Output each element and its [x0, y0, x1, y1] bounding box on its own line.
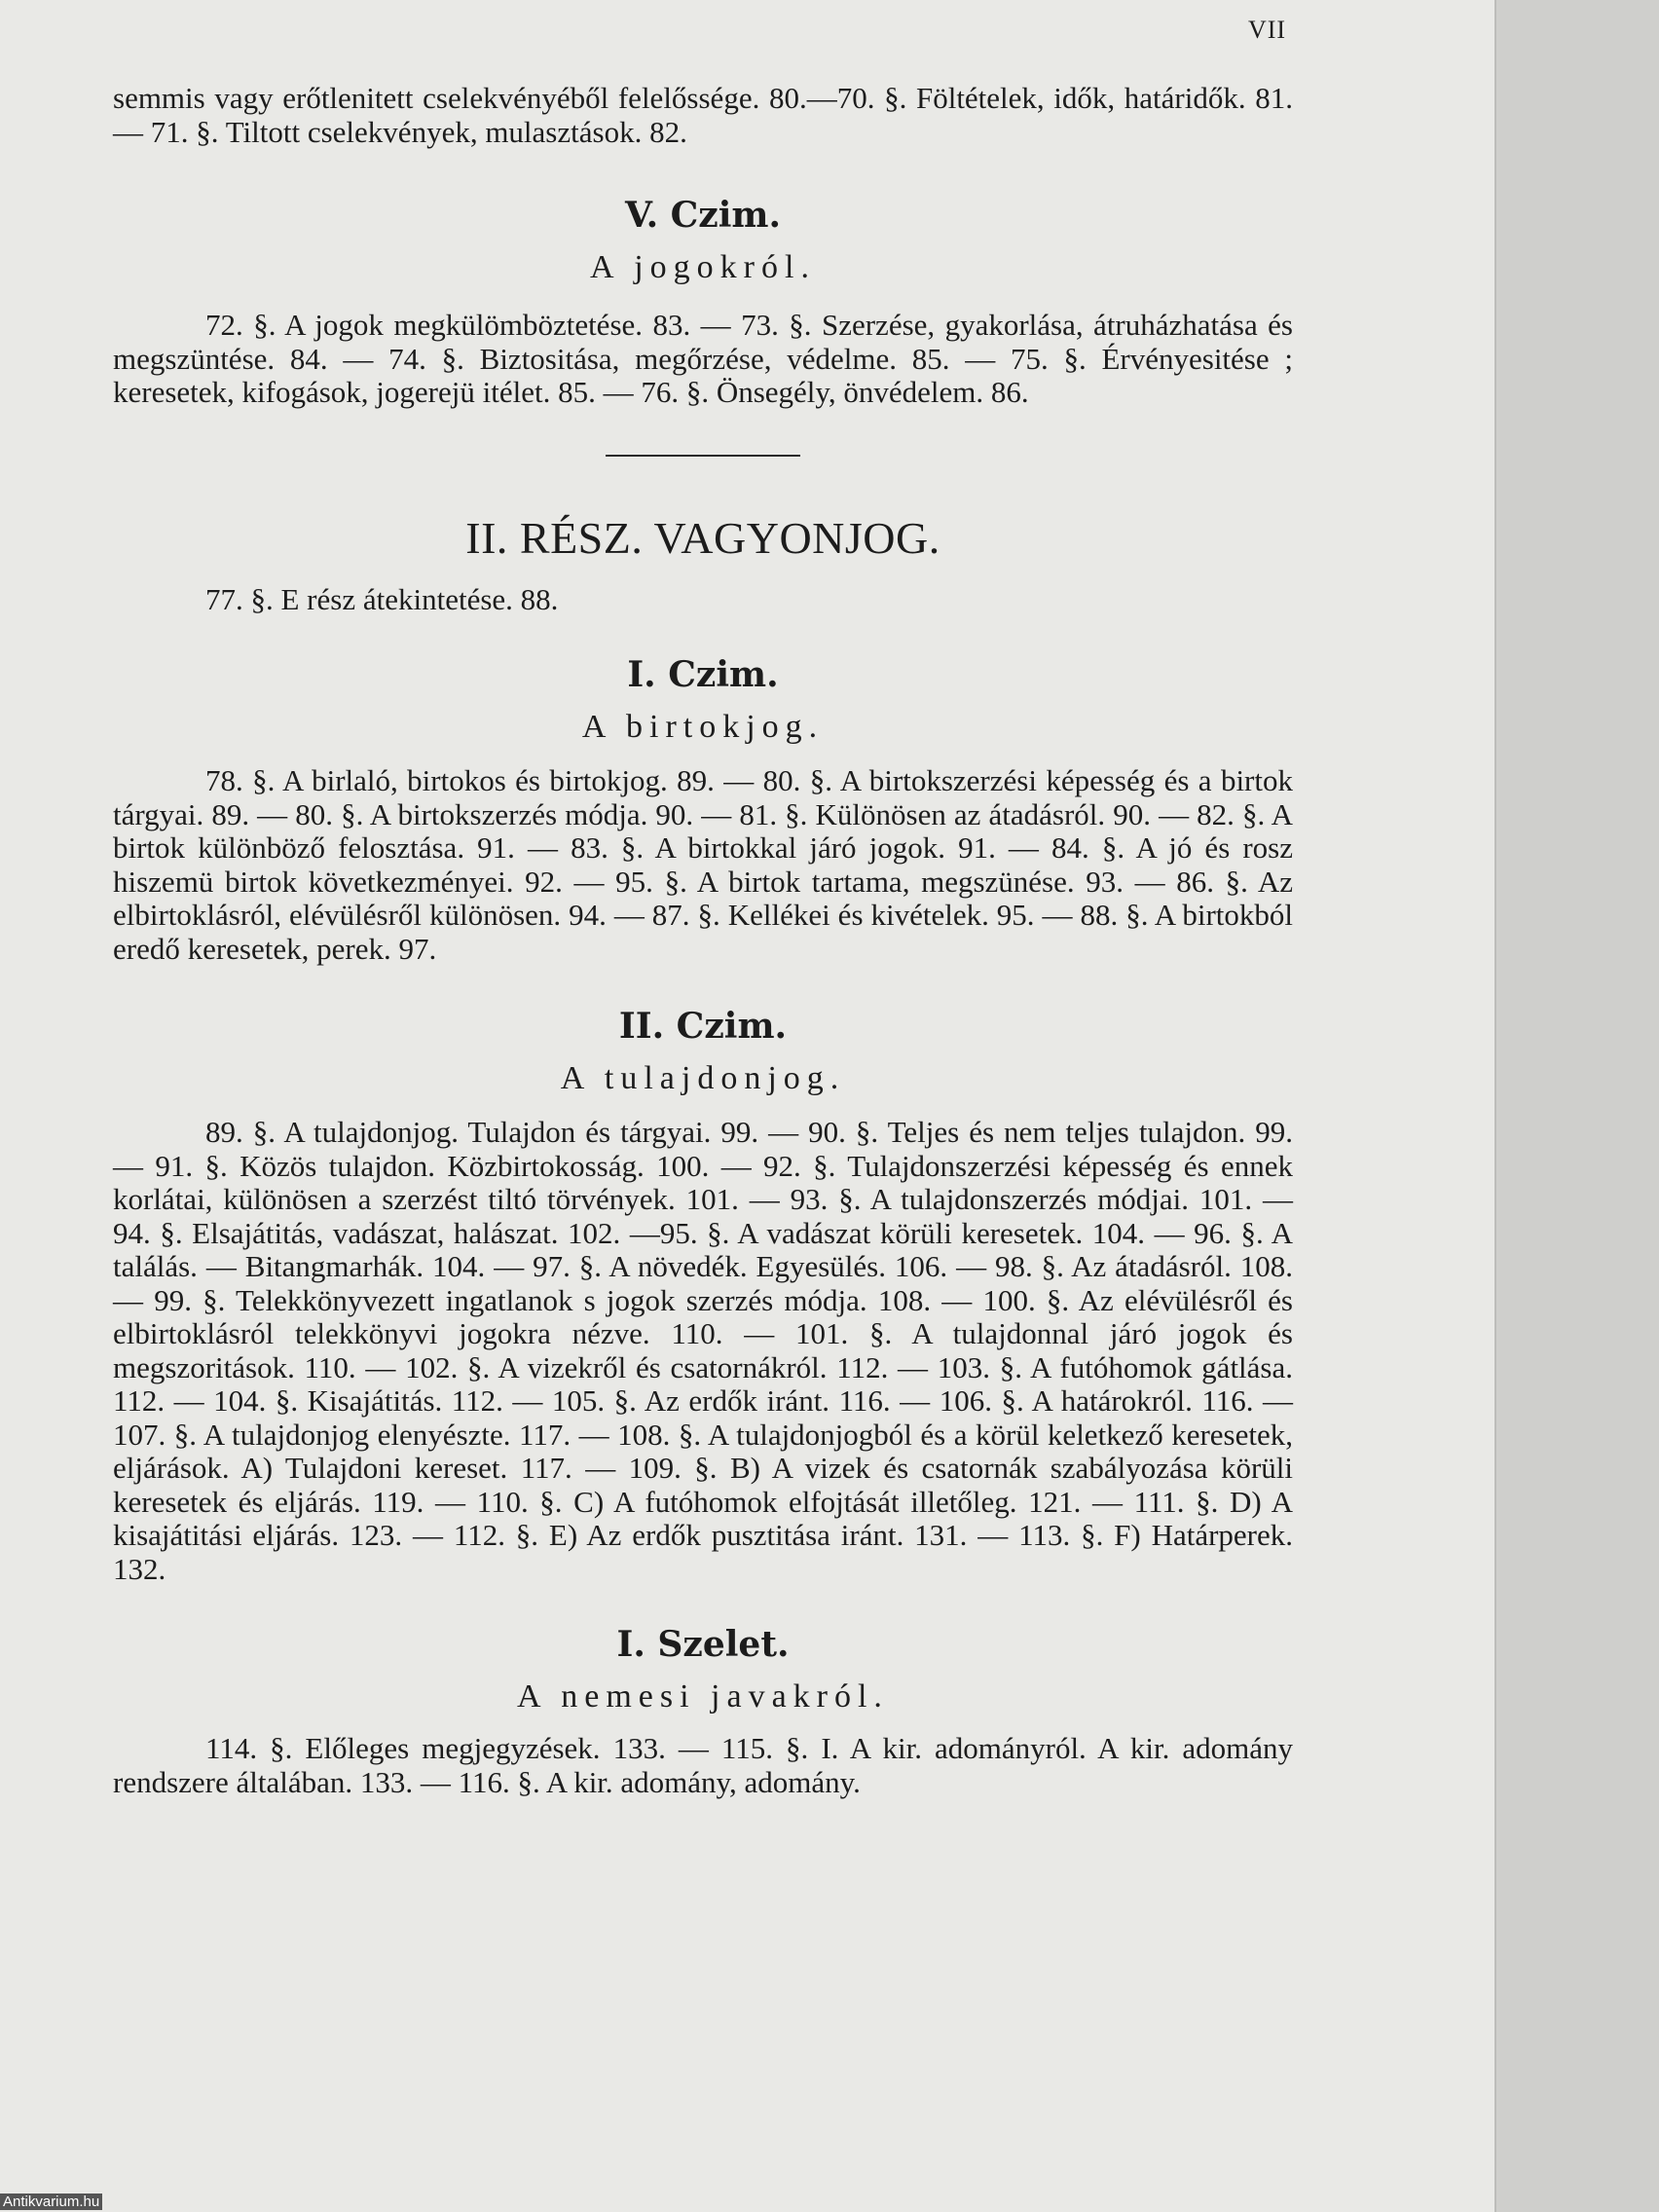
section-ii-paragraph: 89. §. A tulajdonjog. Tulajdon és tárgyai. 99. — 90. §. Teljes és nem teljes tulajdon. 99. — 91. §. Közös tulajdon. Közbirtokosság. 100. — 92. §. Tulajdonszerzési képesség és ennek korlátai, különösen a szerzést tiltó törvények. 101. — 93. §. A tulajdonszerzés módjai. 101. — 94. §. Elsajátitás, vadászat, halászat. 102. —95. §. A vadászat körüli keresetek. 104. — 96. §. A találás. — Bitangmarhák. 104. — 97. §. A növedék. Egyesülés. 106. — 98. §. Az átadásról. 108. — 99. §. Telekkönyvezett ingatlanok s jogok szerzés módja. 108. — 100. §. Az elévülésről és elbirtoklásról telekkönyvi jogokra nézve. 110. — 101. §. A tulajdonnal járó jogok és megszoritások. 110. — 102. §. A vizekről és csatornákról. 112. — 103. §. A futóhomok gátlása. 112. — 104. §. Kisajátitás. 112. — 105. §. Az erdők iránt. 116. — 106. §. A határokról. 116. — 107. §. A tulajdonjog elenyészte. 117. — 108. §. A tulajdonjogból és a körül keletkező keresetek, eljárások. A) Tulajdoni kereset. 117. — 109. §. B) A vizek és csatornák szabályozása körüli keresetek és eljárás. 119. — 110. §. C) A futóhomok elfojtását illetőleg. 121. — 111. §. D) A kisajátitási eljárás. 123. — 112. §. E) Az erdők pusztitása iránt. 131. — 113. §. F) Határperek. 132. [113, 1115, 1293, 1586]
szelet-i-heading: I. Szelet. [616, 1624, 790, 1665]
page-number: VII [1248, 16, 1287, 44]
section-v-subheading: A jogokról. [590, 249, 816, 285]
section-ii-heading: II. Czim. [618, 1006, 788, 1047]
intro-paragraph: semmis vagy erőtlenitett cselekvényéből felelőssége. 80.—70. §. Föltételek, idők, határidők. 81. — 71. §. Tiltott cselekvények, mulasztások. 82. [113, 81, 1293, 149]
section-i-heading: I. Czim. [627, 654, 779, 695]
section-i-paragraph: 78. §. A birlaló, birtokos és birtokjog. 89. — 80. §. A birtokszerzési képesség és a birtok tárgyai. 89. — 80. §. A birtokszerzés módja. 90. — 81. §. Különösen az átadásról. 90. — 82. §. A birtok különböző felosztása. 91. — 83. §. A birtokkal járó jogok. 91. — 84. §. A jó és rosz hiszemü birtok következményei. 92. — 95. §. A birtok tartama, megszünése. 93. — 86. §. Az elbirtoklásról, elévülésről különösen. 94. — 87. §. Kellékei és kivételek. 95. — 88. §. A birtokból eredő keresetek, perek. 97. [113, 763, 1293, 966]
adjacent-page-edge [1494, 0, 1659, 2212]
part-two-heading: II. RÉSZ. VAGYONJOG. [465, 512, 940, 563]
part-two-overview: 77. §. E rész átekintetése. 88. [205, 581, 559, 616]
section-v-paragraph: 72. §. A jogok megkülömböztetése. 83. — 73. §. Szerzése, gyakorlása, átruházhatása és megszüntése. 84. — 74. §. Biztositása, megőrzése, védelme. 85. — 75. §. Érvényesitése ; keresetek, kifogások, jogerejü itélet. 85. — 76. §. Önsegély, önvédelem. 86. [113, 308, 1293, 409]
page-content [113, 82, 1293, 1799]
section-i-subheading: A birtokjog. [581, 709, 825, 745]
szelet-i-subheading: A nemesi javakról. [517, 1678, 889, 1714]
section-ii-subheading: A tulajdonjog. [560, 1060, 846, 1096]
source-watermark: Antikvarium.hu [0, 2194, 102, 2210]
szelet-i-paragraph: 114. §. Előleges megjegyzések. 133. — 115. §. I. A kir. adományról. A kir. adomány rendszere általában. 133. — 116. §. A kir. adomány, adomány. [113, 1731, 1293, 1799]
section-v-heading: V. Czim. [624, 195, 782, 236]
